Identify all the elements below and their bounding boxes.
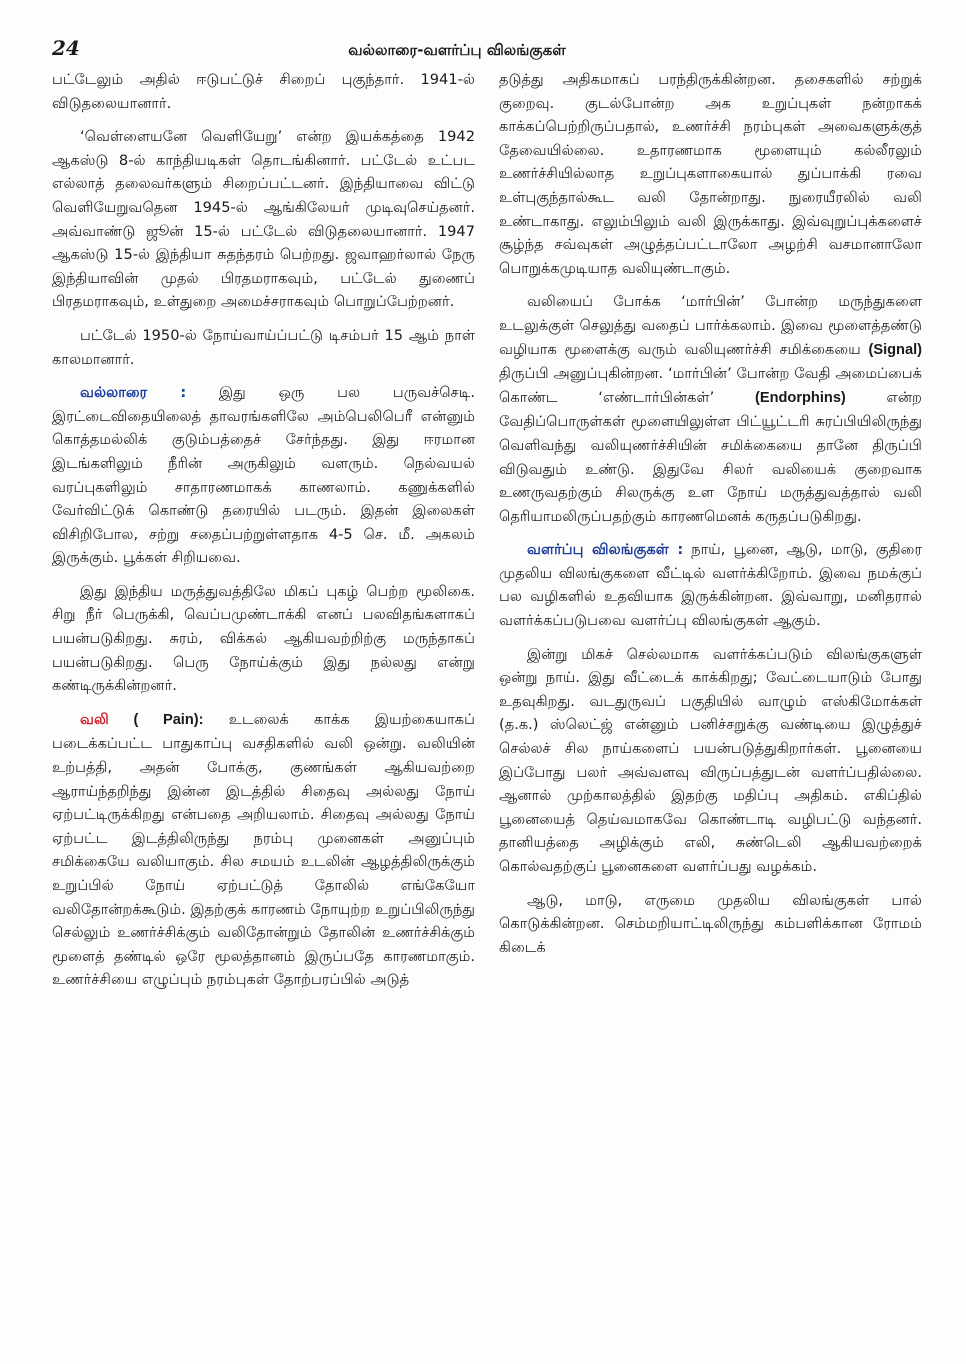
entry-text: இது ஒரு பல பருவச்செடி. இரட்டைவிதையிலைத் தாவரங்களிலே அம்பெலிபெரீ என்னும் கொத்தமல்லிக் குடும்பத்தைச் சேர்ந்தது. இது ஈரமான இடங்களிலும் நீரின் அருகிலும் வளரும். நெல்வயல் வரப்புகளிலும் சாதாரணமாகக் காணலாம். கணுக்களில் வேர்விட்டுக் கொண்டு தரையில் படரும். இதன் இலைகள் விசிறிபோல, சற்று சதைப்பற்றுள்ளதாக 4-5 செ. மீ. அகலம் இருக்கும். பூக்கள் சிறியவை. <box>52 384 475 567</box>
entry-heading-pain: வலி <box>80 710 109 728</box>
entry-heading-pets: வளர்ப்பு விலங்குகள் : <box>527 541 684 559</box>
paragraph <box>499 290 922 528</box>
paragraph: தடுத்து அதிகமாகப் பரந்திருக்கின்றன. தசைகளில் சற்றுக் குறைவு. குடல்போன்ற அக உறுப்புகள் நன்றாகக் காக்கப்பெற்றிருப்பதால், உணர்ச்சி நரம்புகள் அவைகளுக்குத் தேவையில்லை. உதாரணமாக மூளையும் கல்லீரலும் உணர்ச்சியில்லாத உறுப்புகளாகையால் துப்பாக்கி ரவை உள்புகுந்தால்கூட வலி தோன்றாது. நுரையீரலில் வலி உண்டாகாது. எலும்பிலும் வலி இருக்காது. இவ்வுறுப்புக்களைச் சூழ்ந்த சவ்வுகள் அழுத்தப்பட்டாலோ அழற்சி வசமானாலோ பொறுக்கமுடியாத வலியுண்டாகும். <box>499 71 922 277</box>
running-title: வல்லாரை-வளர்ப்பு விலங்குகள் <box>348 41 566 59</box>
page-header <box>52 36 922 62</box>
paragraph: இன்று மிகச் செல்லமாக வளர்க்கப்படும் விலங்குகளுள் ஒன்று நாய். இது வீட்டைக் காக்கிறது; வேட்டையாடும் போது உதவுகிறது. வடதுருவப் பகுதியில் வாழும் எஸ்கிமோக்கள் (த.க.) ஸ்லெட்ஜ் என்னும் பனிச்சறுக்கு வண்டியை இழுத்துச் செல்லச் சில நாய்களைப் பயன்படுத்துகிறார்கள். பூனையை இப்போது பலர் அவ்வளவு விருப்பத்துடன் வளர்ப்பதில்லை. ஆனால் முற்காலத்தில் இதற்கு மதிப்பு அதிகம். எகிப்தில் பூனையைத் தெய்வமாகவே கொண்டாடி வழிபட்டு வந்தனர். தானியத்தை அழிக்கும் எலி, சுண்டெலி ஆகியவற்றைக் கொல்வதற்குப் பூனைகளை வளர்ப்பது வழக்கம். <box>499 645 922 875</box>
entry-text: நாய், பூனை, ஆடு, மாடு, குதிரை முதலிய விலங்குகளை வீட்டில் வளர்க்கிறோம். இவை நமக்குப் பல வழிகளில் உதவியாக இருக்கின்றன. இவ்வாறு, மனிதரால் வளர்க்கப்படுபவை வளர்ப்பு விலங்குகள் ஆகும். <box>499 541 922 630</box>
text-run: திருப்பி அனுப்புகின்றன. ‘மார்பின்’ போன்ற வேதி அமைப்பைக் கொண்ட ‘எண்டார்பின்கள்’ <box>499 365 922 406</box>
right-column <box>499 68 922 1002</box>
text-columns <box>52 68 922 1002</box>
pets-entry <box>499 538 922 632</box>
paragraph: இது இந்திய மருத்துவத்திலே மிகப் புகழ் பெற்ற மூலிகை. சிறு நீர் பெருக்கி, வெப்பமுண்டாக்கி எனப் பலவிதங்களாகப் பயன்படுகிறது. சுரம், விக்கல் ஆகியவற்றிற்கு மருந்தாகப் பயன்படுகிறது. பெரு நோய்க்கும் இது நல்லது என்று கண்டிருக்கின்றனர். <box>52 582 475 695</box>
page-number: 24 <box>52 36 80 60</box>
vallarai-entry <box>52 381 475 570</box>
paragraph: ‘வெள்ளையனே வெளியேறு’ என்ற இயக்கத்தை 1942 ஆகஸ்டு 8-ல் காந்தியடிகள் தொடங்கினார். பட்டேல் உட்பட எல்லாத் தலைவர்களும் சிறைப்பட்டனர். இந்தியாவை விட்டு வெளியேறுவதென 1945-ல் ஆங்கிலேயர் முடிவுசெய்தனர். அவ்வாண்டு ஜூன் 15-ல் பட்டேல் விடுதலையானார். 1947 ஆகஸ்டு 15-ல் இந்தியா சுதந்தரம் பெற்றது. ஜவாஹர்லால் நேரு இந்தியாவின் முதல் பிரதமராகவும், பட்டேல் துணைப் பிரதமராகவும், உள்துறை அமைச்சராகவும் பொறுப்பேற்றனர். <box>52 128 475 311</box>
text-run: என்ற வேதிப்பொருள்கள் மூளையிலுள்ள பிட்யூட்டரி சுரப்பியிலிருந்து வெளிவந்து வலியுணர்ச்சியின் சமிக்கையை தானே திருப்பி விடுவதும் உண்டு. இதுவே சிலர் வலியைக் குறைவாக உணருவதற்கும் சிலருக்கு உள நோய் மருத்துவத்தால் வலி தெரியாமலிருப்பதற்கும் காரணமெனக் கருதப்படுகிறது. <box>499 388 922 525</box>
left-column <box>52 68 475 1002</box>
paragraph: பட்டேல் 1950-ல் நோய்வாய்ப்பட்டு டிசம்பர் 15 ஆம் நாள் காலமானார். <box>52 326 475 368</box>
pain-entry <box>52 708 475 992</box>
paragraph: பட்டேலும் அதில் ஈடுபட்டுச் சிறைப் புகுந்தார். 1941-ல் விடுதலையானார். <box>52 71 475 112</box>
term-endorphins: (Endorphins) <box>755 389 846 406</box>
term-signal: (Signal) <box>868 341 922 358</box>
entry-heading-pain-english: ( Pain): <box>108 711 204 728</box>
entry-heading-vallarai: வல்லாரை : <box>80 384 187 402</box>
paragraph: ஆடு, மாடு, எருமை முதலிய விலங்குகள் பால் கொடுக்கின்றன. செம்மறியாட்டிலிருந்து கம்பளிக்கான ரோமம் கிடைக் <box>499 891 922 956</box>
text-run: வலியைப் போக்க ‘மார்பின்’ போன்ற மருந்துகளை உடலுக்குள் செலுத்து வதைப் பார்க்கலாம். இவை மூளைத்தண்டு வழியாக மூளைக்கு வரும் வலியுணர்ச்சி சமிக்கையை <box>499 293 922 358</box>
entry-text: உடலைக் காக்க இயற்கையாகப் படைக்கப்பட்ட பாதுகாப்பு வசதிகளில் வலி ஒன்று. வலியின் உற்பத்தி, அதன் போக்கு, குணங்கள் ஆகியவற்றை ஆராய்ந்தறிந்து இன்ன இடத்தில் சிதைவு அல்லது நோய் ஏற்பட்டிருக்கிறது என்பதை அறியலாம். சிதைவு அல்லது நோய் ஏற்பட்ட இடத்திலிருந்து நரம்பு முனைகள் அனுப்பும் சமிக்கையே வலியாகும். சில சமயம் உடலின் ஆழத்திலிருக்கும் உறுப்பில் நோய் ஏற்பட்டுத் தோலில் எங்கேயோ வலிதோன்றக்கூடும். இதற்குக் காரணம் நோயுற்ற உறுப்பிலிருந்து செல்லும் உணர்ச்சிக்கும் வலிதோன்றும் தோலின் உணர்ச்சிக்கும் மூளைத் தண்டில் ஒரே மூலத்தானம் இருப்பதே காரணமாகும். உணர்ச்சியை எழுப்பும் நரம்புகள் தோற்பரப்பில் அடுத் <box>52 710 475 989</box>
